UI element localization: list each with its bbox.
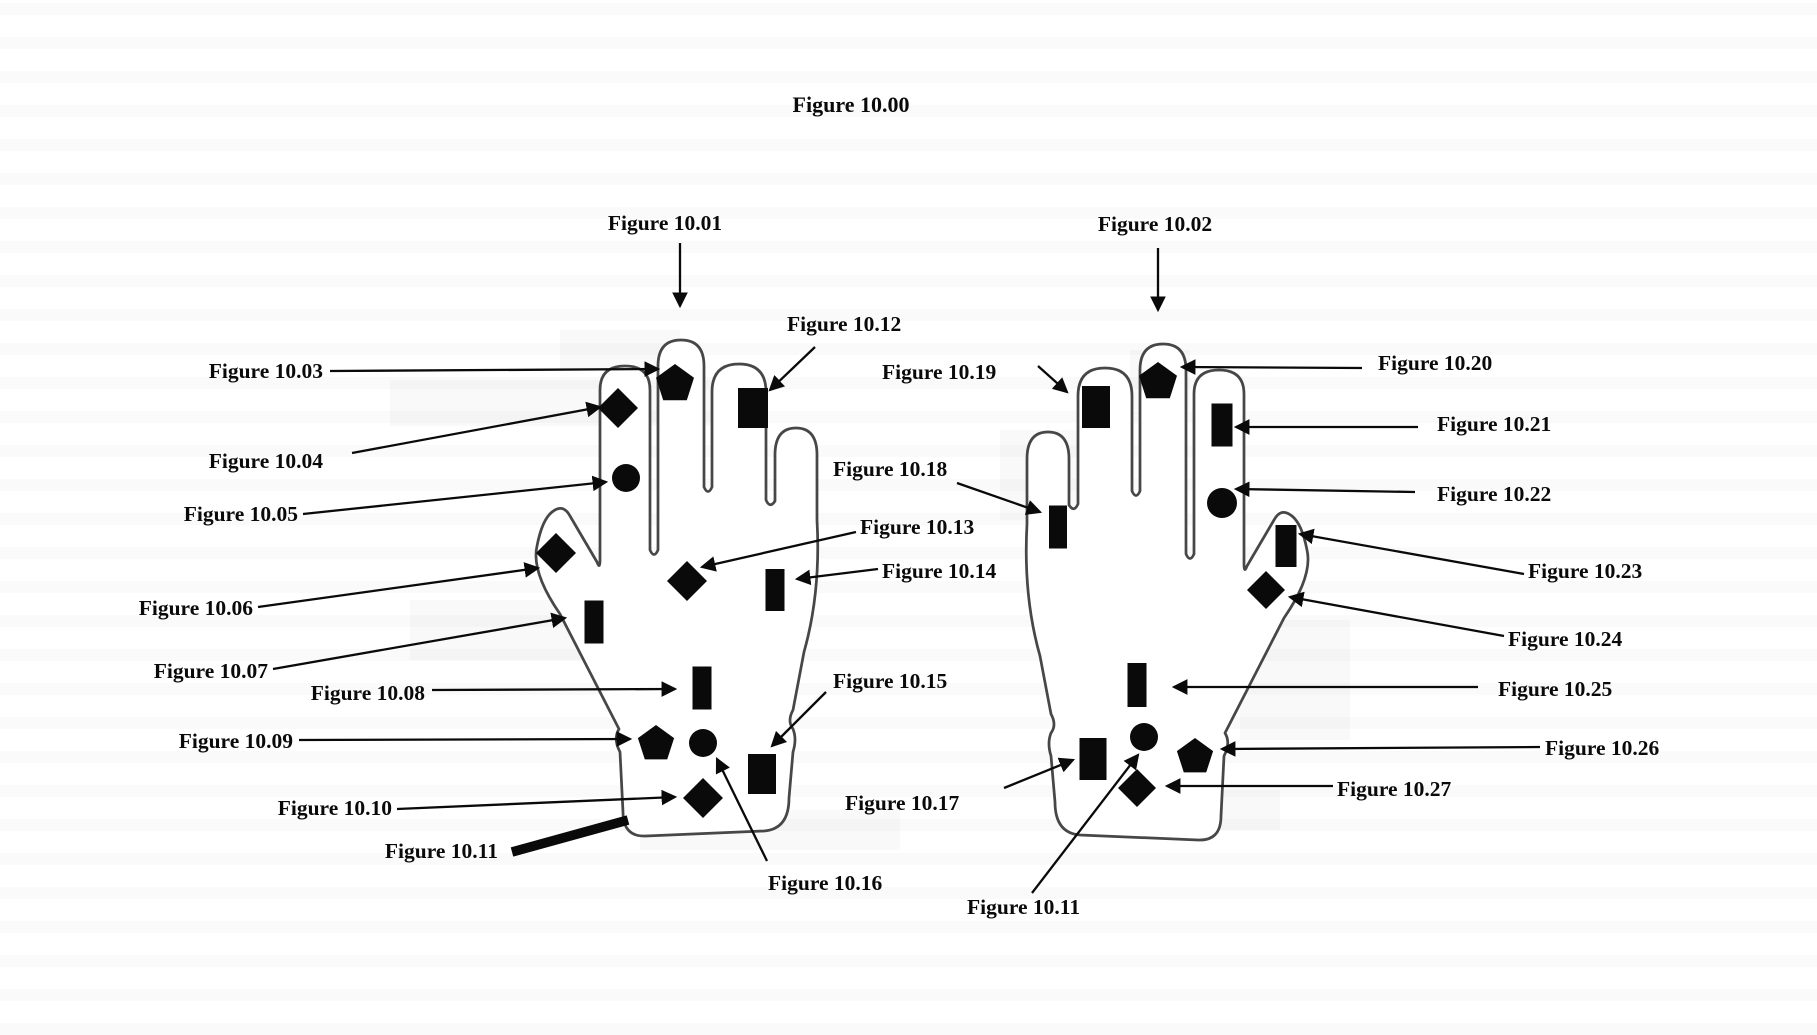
marker-rect: [1128, 663, 1147, 707]
figure-label-10-18: Figure 10.18: [833, 457, 948, 481]
figure-label-10-08: Figure 10.08: [310, 681, 425, 705]
figure-label-10-04: Figure 10.04: [208, 449, 323, 473]
marker-rect: [766, 569, 785, 611]
figure-label-10-10: Figure 10.10: [277, 796, 392, 820]
leader-arrow-10-09: [299, 739, 630, 740]
figure-label-10-07: Figure 10.07: [153, 659, 268, 683]
marker-rect: [1082, 386, 1110, 428]
marker-rect: [1212, 404, 1233, 447]
marker-circle: [1130, 723, 1158, 751]
figure-label-10-25: Figure 10.25: [1498, 677, 1613, 701]
leader-arrow-10-23: [1300, 534, 1524, 574]
figure-label-10-24: Figure 10.24: [1508, 627, 1623, 651]
leader-arrow-10-20: [1182, 367, 1362, 368]
figure-label-10-23: Figure 10.23: [1528, 559, 1643, 583]
leader-arrow-10-19: [1038, 366, 1067, 392]
marker-rect: [585, 601, 604, 644]
marker-rect: [1080, 738, 1107, 780]
leader-arrow-10-08: [432, 689, 675, 690]
marker-circle: [689, 729, 717, 757]
figure-label-10-15: Figure 10.15: [833, 669, 948, 693]
figure-label-10-22: Figure 10.22: [1437, 482, 1552, 506]
figure-label-10-27: Figure 10.27: [1337, 777, 1452, 801]
marker-rect: [1276, 525, 1297, 567]
figure-label-10-05: Figure 10.05: [183, 502, 298, 526]
marker-rect: [748, 754, 776, 794]
figure-label-10-21: Figure 10.21: [1437, 412, 1552, 436]
marker-rect: [1049, 506, 1067, 549]
figure-label-10-19: Figure 10.19: [882, 360, 997, 384]
leader-arrow-10-22: [1236, 489, 1415, 492]
figure-label-10-20: Figure 10.20: [1378, 351, 1493, 375]
marker-circle: [1207, 488, 1237, 518]
figure-label-10-06: Figure 10.06: [138, 596, 253, 620]
figure-label-10-02: Figure 10.02: [1097, 212, 1213, 236]
figure-label-10-14: Figure 10.14: [882, 559, 997, 583]
figure-label-10-03: Figure 10.03: [208, 359, 323, 383]
figure-label-10-26: Figure 10.26: [1545, 736, 1660, 760]
leader-arrow-10-26: [1222, 747, 1540, 749]
marker-rect: [693, 667, 712, 710]
marker-circle: [612, 464, 640, 492]
marker-rect: [738, 388, 768, 428]
figure-title: Figure 10.00: [792, 92, 910, 117]
figure-label-10-11: Figure 10.11: [967, 895, 1081, 919]
figure-label-10-12: Figure 10.12: [787, 312, 902, 336]
figure-label-10-17: Figure 10.17: [845, 791, 960, 815]
figure-label-10-16: Figure 10.16: [768, 871, 883, 895]
leader-arrow-10-12: [770, 347, 815, 390]
figure-label-10-09: Figure 10.09: [178, 729, 293, 753]
figure-label-10-13: Figure 10.13: [860, 515, 975, 539]
leader-wedge-10-11: [512, 820, 628, 852]
figure-label-10-11: Figure 10.11: [384, 839, 498, 863]
figure-label-10-01: Figure 10.01: [607, 211, 723, 235]
